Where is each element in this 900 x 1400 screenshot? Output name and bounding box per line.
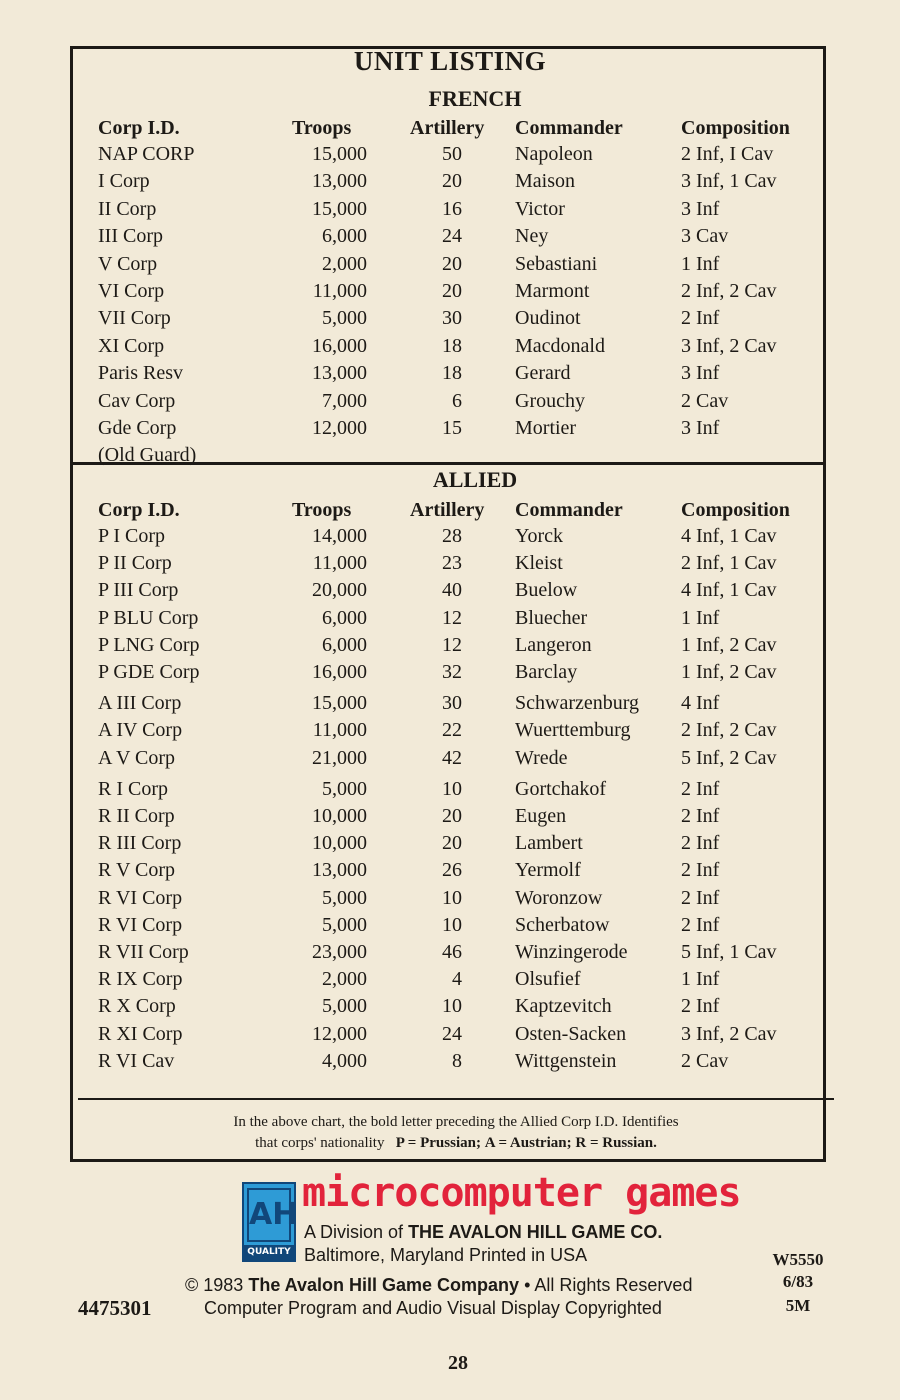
cell-corp: Gde Corp bbox=[98, 417, 177, 439]
cell-artillery: 10 bbox=[442, 913, 462, 936]
cell-troops: 5,000 bbox=[322, 777, 367, 800]
cell-troops: 5,000 bbox=[322, 307, 367, 330]
cell-commander: Langeron bbox=[515, 633, 592, 656]
table-row bbox=[0, 995, 900, 1022]
cell-corp: R VII Corp bbox=[98, 941, 189, 963]
cell-composition: 1 Inf, 2 Cav bbox=[681, 633, 777, 656]
page-title: UNIT LISTING bbox=[353, 46, 547, 76]
cell-artillery: 15 bbox=[442, 417, 462, 439]
cell-corp: (Old Guard) bbox=[98, 444, 197, 467]
cell-composition: 2 Inf bbox=[681, 995, 720, 1018]
cell-artillery: 22 bbox=[442, 719, 462, 742]
table-row bbox=[0, 307, 900, 334]
cell-troops: 11,000 bbox=[312, 719, 367, 742]
cell-commander: Wuerttemburg bbox=[515, 719, 631, 742]
logo-quality-badge: QUALITY bbox=[244, 1245, 294, 1260]
cell-commander: Yermolf bbox=[515, 859, 581, 882]
cell-corp: P GDE Corp bbox=[98, 661, 200, 683]
header-artillery: Artillery bbox=[410, 117, 485, 139]
table-row bbox=[0, 832, 900, 859]
table-row bbox=[0, 941, 900, 968]
cell-troops: 13,000 bbox=[312, 859, 367, 882]
table-row bbox=[0, 335, 900, 362]
cell-troops: 7,000 bbox=[322, 389, 367, 412]
table-row bbox=[0, 525, 900, 552]
cell-commander: Oudinot bbox=[515, 307, 581, 330]
cell-troops: 11,000 bbox=[312, 280, 367, 302]
cell-corp: VII Corp bbox=[98, 307, 171, 330]
cell-corp: NAP CORP bbox=[98, 143, 195, 165]
cell-composition: 2 Inf bbox=[681, 832, 720, 855]
cell-corp: P LNG Corp bbox=[98, 633, 200, 656]
table-row bbox=[0, 225, 900, 252]
header-commander: Commander bbox=[515, 117, 623, 139]
note-key-prussian: P = Prussian; bbox=[395, 1135, 481, 1151]
table-row bbox=[0, 661, 900, 688]
table-row bbox=[0, 579, 900, 606]
cell-commander: Napoleon bbox=[515, 143, 593, 165]
allied-header-row bbox=[0, 499, 900, 526]
french-header-row bbox=[0, 117, 900, 144]
copyright-line-2: Computer Program and Audio Visual Display Copyrighted bbox=[204, 1298, 662, 1318]
table-row bbox=[0, 417, 900, 444]
cell-commander: Kleist bbox=[515, 552, 563, 575]
page-number: 28 bbox=[448, 1352, 468, 1374]
cell-corp: R X Corp bbox=[98, 995, 176, 1018]
table-row bbox=[0, 634, 900, 661]
cell-commander: Olsufief bbox=[515, 968, 581, 991]
cell-composition: 2 Inf, 1 Cav bbox=[681, 552, 777, 575]
cell-artillery: 20 bbox=[442, 805, 462, 827]
cell-composition: 3 Inf bbox=[681, 197, 720, 220]
cell-artillery: 32 bbox=[442, 661, 462, 683]
cell-commander: Buelow bbox=[515, 579, 578, 602]
french-heading: FRENCH bbox=[428, 86, 522, 111]
cell-commander: Gortchakof bbox=[515, 777, 607, 800]
table-row bbox=[0, 805, 900, 832]
cell-commander: Gerard bbox=[515, 362, 571, 385]
cell-corp: V Corp bbox=[98, 252, 158, 275]
table-row bbox=[0, 552, 900, 579]
code-1: W5550 bbox=[772, 1250, 824, 1269]
table-row bbox=[0, 280, 900, 307]
code-3: 5M bbox=[785, 1296, 811, 1315]
cell-artillery: 10 bbox=[442, 995, 462, 1018]
cell-corp: P I Corp bbox=[98, 525, 166, 547]
cell-troops: 4,000 bbox=[322, 1049, 367, 1072]
table-row bbox=[0, 859, 900, 886]
cell-artillery: 20 bbox=[442, 832, 462, 855]
table-row bbox=[0, 747, 900, 774]
cell-artillery: 16 bbox=[442, 197, 462, 220]
cell-composition: 2 Cav bbox=[681, 389, 729, 412]
part-number: 4475301 bbox=[78, 1296, 152, 1320]
cell-corp: R XI Corp bbox=[98, 1022, 183, 1045]
cell-commander: Grouchy bbox=[515, 389, 585, 412]
cell-troops: 6,000 bbox=[322, 606, 367, 629]
table-row bbox=[0, 607, 900, 634]
cell-artillery: 46 bbox=[442, 941, 462, 963]
cell-troops: 6,000 bbox=[322, 633, 367, 656]
cell-troops: 5,000 bbox=[322, 995, 367, 1018]
code-2: 6/83 bbox=[782, 1272, 814, 1291]
cell-composition: 1 Inf bbox=[681, 606, 720, 629]
note-key-russian: R = Russian. bbox=[575, 1135, 657, 1151]
cell-troops: 12,000 bbox=[312, 1022, 367, 1045]
cell-artillery: 30 bbox=[442, 692, 462, 715]
cell-corp: III Corp bbox=[98, 225, 163, 248]
cell-composition: 3 Inf, 1 Cav bbox=[681, 170, 777, 193]
cell-commander: Osten-Sacken bbox=[515, 1022, 627, 1045]
cell-composition: 2 Cav bbox=[681, 1049, 729, 1072]
cell-artillery: 24 bbox=[442, 1022, 462, 1045]
cell-corp: Paris Resv bbox=[98, 362, 183, 385]
note-line-2: that corps' nationality bbox=[255, 1135, 385, 1151]
cell-commander: Winzingerode bbox=[515, 941, 628, 963]
cell-commander: Schwarzenburg bbox=[515, 692, 640, 715]
cell-troops: 5,000 bbox=[322, 913, 367, 936]
cell-composition: 3 Inf, 2 Cav bbox=[681, 1022, 777, 1045]
cell-artillery: 12 bbox=[442, 606, 462, 629]
table-row bbox=[0, 1050, 900, 1077]
cell-troops: 16,000 bbox=[312, 661, 367, 683]
cell-artillery: 28 bbox=[442, 525, 462, 547]
cell-troops: 23,000 bbox=[312, 941, 367, 963]
cell-composition: 2 Inf, I Cav bbox=[681, 143, 774, 165]
cell-composition: 3 Inf bbox=[681, 417, 720, 439]
copyright-prefix: © 1983 bbox=[185, 1275, 244, 1295]
nationality-note bbox=[78, 1098, 834, 1165]
cell-artillery: 42 bbox=[442, 746, 462, 769]
cell-composition: 2 Inf bbox=[681, 307, 720, 330]
table-row bbox=[0, 887, 900, 914]
table-row bbox=[0, 390, 900, 417]
logo-letters: AH bbox=[247, 1188, 291, 1242]
cell-troops: 10,000 bbox=[312, 832, 367, 855]
table-row bbox=[0, 170, 900, 197]
cell-composition: 1 Inf, 2 Cav bbox=[681, 661, 777, 683]
cell-commander: Macdonald bbox=[515, 334, 605, 357]
table-row bbox=[0, 914, 900, 941]
table-row bbox=[0, 198, 900, 225]
cell-artillery: 50 bbox=[442, 143, 462, 165]
table-row bbox=[0, 968, 900, 995]
cell-corp: II Corp bbox=[98, 197, 157, 220]
cell-composition: 4 Inf bbox=[681, 692, 720, 715]
cell-artillery: 20 bbox=[442, 170, 462, 193]
cell-commander: Maison bbox=[515, 170, 575, 193]
cell-corp: VI Corp bbox=[98, 280, 165, 302]
cell-corp: XI Corp bbox=[98, 334, 165, 357]
cell-troops: 16,000 bbox=[312, 334, 367, 357]
cell-troops: 15,000 bbox=[312, 143, 367, 165]
cell-composition: 1 Inf bbox=[681, 968, 720, 991]
header-artillery: Artillery bbox=[410, 499, 485, 521]
note-key-austrian: A = Austrian; bbox=[484, 1135, 572, 1151]
cell-corp: A III Corp bbox=[98, 692, 182, 715]
table-row bbox=[0, 253, 900, 280]
cell-commander: Ney bbox=[515, 225, 549, 248]
cell-corp: Cav Corp bbox=[98, 389, 176, 412]
cell-artillery: 10 bbox=[442, 777, 462, 800]
cell-artillery: 30 bbox=[442, 307, 462, 330]
cell-troops: 20,000 bbox=[312, 579, 367, 602]
cell-commander: Wrede bbox=[515, 746, 568, 769]
cell-commander: Woronzow bbox=[515, 886, 603, 909]
cell-composition: 2 Inf bbox=[681, 859, 720, 882]
cell-composition: 4 Inf, 1 Cav bbox=[681, 579, 777, 602]
cell-corp: R V Corp bbox=[98, 859, 176, 882]
cell-troops: 6,000 bbox=[322, 225, 367, 248]
cell-artillery: 20 bbox=[442, 252, 462, 275]
cell-corp: I Corp bbox=[98, 170, 150, 193]
cell-artillery: 18 bbox=[442, 334, 462, 357]
cell-troops: 2,000 bbox=[322, 968, 367, 991]
division-line bbox=[304, 1222, 662, 1243]
cell-corp: R VI Corp bbox=[98, 913, 183, 936]
cell-composition: 4 Inf, 1 Cav bbox=[681, 525, 777, 547]
cell-corp: A IV Corp bbox=[98, 719, 183, 742]
cell-troops: 14,000 bbox=[312, 525, 367, 547]
cell-commander: Kaptzevitch bbox=[515, 995, 612, 1018]
cell-artillery: 8 bbox=[452, 1049, 462, 1072]
cell-troops: 10,000 bbox=[312, 805, 367, 827]
cell-composition: 5 Inf, 1 Cav bbox=[681, 941, 777, 963]
cell-composition: 2 Inf, 2 Cav bbox=[681, 719, 777, 742]
header-composition: Composition bbox=[681, 117, 790, 139]
copyright-suffix: • All Rights Reserved bbox=[524, 1275, 693, 1295]
note-line-1: In the above chart, the bold letter preceding the Allied Corp I.D. Identifies bbox=[233, 1114, 679, 1130]
cell-artillery: 18 bbox=[442, 362, 462, 385]
cell-troops: 13,000 bbox=[312, 362, 367, 385]
cell-troops: 5,000 bbox=[322, 886, 367, 909]
cell-commander: Barclay bbox=[515, 661, 578, 683]
cell-composition: 3 Inf, 2 Cav bbox=[681, 334, 777, 357]
cell-commander: Sebastiani bbox=[515, 252, 598, 275]
cell-troops: 15,000 bbox=[312, 692, 367, 715]
cell-troops: 13,000 bbox=[312, 170, 367, 193]
header-troops: Troops bbox=[292, 499, 352, 521]
table-row bbox=[0, 143, 900, 170]
cell-artillery: 6 bbox=[452, 389, 462, 412]
cell-troops: 2,000 bbox=[322, 252, 367, 275]
cell-commander: Yorck bbox=[515, 525, 563, 547]
cell-troops: 15,000 bbox=[312, 197, 367, 220]
division-prefix: A Division of bbox=[304, 1222, 404, 1242]
cell-composition: 2 Inf bbox=[681, 913, 720, 936]
cell-troops: 11,000 bbox=[312, 552, 367, 575]
division-company: THE AVALON HILL GAME CO. bbox=[408, 1222, 663, 1242]
cell-composition: 2 Inf, 2 Cav bbox=[681, 280, 777, 302]
allied-heading: ALLIED bbox=[432, 467, 518, 492]
cell-troops: 12,000 bbox=[312, 417, 367, 439]
header-commander: Commander bbox=[515, 499, 623, 521]
cell-corp: R VI Corp bbox=[98, 886, 183, 909]
cell-composition: 2 Inf bbox=[681, 777, 720, 800]
cell-commander: Scherbatow bbox=[515, 913, 610, 936]
header-composition: Composition bbox=[681, 499, 790, 521]
cell-commander: Eugen bbox=[515, 805, 567, 827]
location-line: Baltimore, Maryland Printed in USA bbox=[304, 1245, 588, 1265]
cell-troops: 21,000 bbox=[312, 746, 367, 769]
cell-artillery: 20 bbox=[442, 280, 462, 302]
cell-composition: 2 Inf bbox=[681, 805, 720, 827]
cell-corp: R III Corp bbox=[98, 832, 182, 855]
copyright-company: The Avalon Hill Game Company bbox=[248, 1275, 520, 1295]
header-corp: Corp I.D. bbox=[98, 499, 180, 521]
avalon-hill-logo bbox=[242, 1182, 296, 1262]
cell-composition: 2 Inf bbox=[681, 886, 720, 909]
cell-commander: Mortier bbox=[515, 417, 577, 439]
cell-commander: Lambert bbox=[515, 832, 583, 855]
cell-commander: Victor bbox=[515, 197, 565, 220]
cell-corp: R I Corp bbox=[98, 777, 168, 800]
cell-artillery: 10 bbox=[442, 886, 462, 909]
cell-commander: Bluecher bbox=[515, 606, 588, 629]
table-row bbox=[0, 444, 900, 471]
table-row bbox=[0, 778, 900, 805]
cell-artillery: 40 bbox=[442, 579, 462, 602]
cell-artillery: 12 bbox=[442, 633, 462, 656]
table-row bbox=[0, 692, 900, 719]
table-row bbox=[0, 362, 900, 389]
table-row bbox=[0, 719, 900, 746]
cell-artillery: 26 bbox=[442, 859, 462, 882]
cell-artillery: 4 bbox=[452, 968, 462, 991]
cell-artillery: 23 bbox=[442, 552, 462, 575]
header-troops: Troops bbox=[292, 117, 352, 139]
header-corp: Corp I.D. bbox=[98, 117, 180, 139]
cell-commander: Wittgenstein bbox=[515, 1049, 617, 1072]
copyright-line bbox=[185, 1275, 692, 1296]
cell-corp: P III Corp bbox=[98, 579, 179, 602]
cell-corp: R VI Cav bbox=[98, 1049, 175, 1072]
cell-artillery: 24 bbox=[442, 225, 462, 248]
cell-corp: P BLU Corp bbox=[98, 606, 199, 629]
cell-commander: Marmont bbox=[515, 280, 590, 302]
cell-composition: 3 Inf bbox=[681, 362, 720, 385]
cell-corp: R IX Corp bbox=[98, 968, 183, 991]
cell-composition: 1 Inf bbox=[681, 252, 720, 275]
cell-composition: 3 Cav bbox=[681, 225, 729, 248]
cell-corp: P II Corp bbox=[98, 552, 172, 575]
table-row bbox=[0, 1023, 900, 1050]
cell-composition: 5 Inf, 2 Cav bbox=[681, 746, 777, 769]
cell-corp: R II Corp bbox=[98, 805, 175, 827]
cell-corp: A V Corp bbox=[98, 746, 176, 769]
brand-wordmark: microcomputer games bbox=[302, 1170, 741, 1216]
